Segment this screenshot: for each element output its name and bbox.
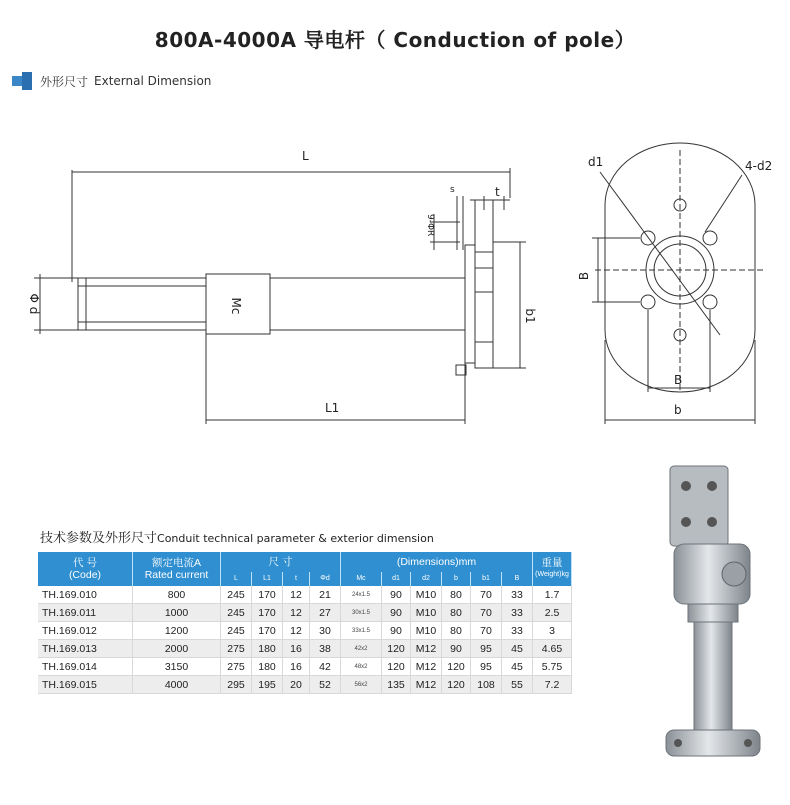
table-cell: 12 xyxy=(283,586,310,604)
leader-d1 xyxy=(600,172,720,335)
table-cell: 95 xyxy=(471,658,502,676)
th-code-en: (Code) xyxy=(68,569,102,581)
table-title xyxy=(40,527,434,546)
table-cell: 120 xyxy=(382,658,411,676)
table-cell: 80 xyxy=(442,622,471,640)
cell-code: TH.169.013 xyxy=(38,640,133,658)
table-cell: 170 xyxy=(252,586,283,604)
label-B-side: B xyxy=(577,271,591,281)
th-sub-5: d1 xyxy=(382,572,411,586)
photo-hole-1 xyxy=(681,481,691,491)
label-b1: b1 xyxy=(523,308,537,324)
th-sub-7: b xyxy=(442,572,471,586)
th-weight-cn: 重量 xyxy=(541,557,563,569)
table-cell: 21 xyxy=(310,586,341,604)
table-cell: M12 xyxy=(411,658,442,676)
th-sub-9: B xyxy=(502,572,533,586)
table-cell: 90 xyxy=(442,640,471,658)
label-d1: d1 xyxy=(588,155,604,169)
table-cell: 70 xyxy=(471,586,502,604)
table-cell: 2000 xyxy=(133,640,221,658)
table-cell: 245 xyxy=(221,604,252,622)
table-cell: 56x2 xyxy=(341,676,382,694)
flange-plate xyxy=(465,245,475,363)
th-dim-cn: 尺 寸 xyxy=(221,552,341,572)
photo-bolt xyxy=(722,562,746,586)
photo-hole-3 xyxy=(681,517,691,527)
table-cell: 120 xyxy=(382,640,411,658)
table-cell: 90 xyxy=(382,586,411,604)
table-cell: 45 xyxy=(502,658,533,676)
table-cell: 52 xyxy=(310,676,341,694)
product-photo xyxy=(648,462,778,792)
flange-hole-2 xyxy=(703,231,717,245)
th-code xyxy=(38,552,133,586)
table-cell: 4.65 xyxy=(533,640,572,658)
table-cell: 33 xyxy=(502,604,533,622)
table-cell: 16 xyxy=(283,640,310,658)
table-row xyxy=(38,586,572,604)
th-current-en: Rated current xyxy=(144,569,209,581)
photo-hole-2 xyxy=(707,481,717,491)
table-cell: 70 xyxy=(471,604,502,622)
table-cell: 275 xyxy=(221,640,252,658)
cell-code: TH.169.010 xyxy=(38,586,133,604)
section-label-cn: 外形尺寸 xyxy=(40,74,89,89)
cell-code: TH.169.014 xyxy=(38,658,133,676)
table-cell: 135 xyxy=(382,676,411,694)
table-cell: M12 xyxy=(411,640,442,658)
label-s: s xyxy=(450,185,455,195)
table-cell: 295 xyxy=(221,676,252,694)
table-cell: 120 xyxy=(442,676,471,694)
table-cell: 38 xyxy=(310,640,341,658)
th-weight xyxy=(533,552,572,586)
table-cell: 4000 xyxy=(133,676,221,694)
table-cell: 55 xyxy=(502,676,533,694)
flange-hole-3 xyxy=(641,295,655,309)
table-cell: 30 xyxy=(310,622,341,640)
label-L1: L1 xyxy=(325,401,340,415)
table-cell: 245 xyxy=(221,586,252,604)
cell-code: TH.169.011 xyxy=(38,604,133,622)
photo-base-hole-2 xyxy=(744,739,752,747)
cell-code: TH.169.012 xyxy=(38,622,133,640)
table-cell: 245 xyxy=(221,622,252,640)
th-sub-3: Φd xyxy=(310,572,341,586)
th-sub-8: b1 xyxy=(471,572,502,586)
table-cell: 33 xyxy=(502,622,533,640)
table-cell: 7.2 xyxy=(533,676,572,694)
table-cell: 70 xyxy=(471,622,502,640)
flange-hole-4 xyxy=(703,295,717,309)
spec-table xyxy=(38,552,572,694)
table-cell: 170 xyxy=(252,604,283,622)
label-Mc: Mc xyxy=(229,297,243,315)
table-cell: 80 xyxy=(442,604,471,622)
table-cell: 27 xyxy=(310,604,341,622)
table-cell: 275 xyxy=(221,658,252,676)
table-row xyxy=(38,676,572,694)
table-cell: 170 xyxy=(252,622,283,640)
table-cell: 12 xyxy=(283,622,310,640)
table-cell: 90 xyxy=(382,622,411,640)
table-row xyxy=(38,658,572,676)
table-cell: M10 xyxy=(411,604,442,622)
th-current-cn: 额定电流A xyxy=(151,557,201,569)
table-cell: 1200 xyxy=(133,622,221,640)
table-cell: 45 xyxy=(502,640,533,658)
table-cell: 180 xyxy=(252,640,283,658)
th-sub-0: L xyxy=(221,572,252,586)
table-cell: M12 xyxy=(411,676,442,694)
table-title-en: Conduit technical parameter & exterior dimension xyxy=(157,532,434,545)
label-phi-R: 9-ΦR xyxy=(425,214,435,237)
table-cell: 120 xyxy=(442,658,471,676)
label-B-bottom: B xyxy=(674,373,683,387)
table-row xyxy=(38,622,572,640)
leader-d2 xyxy=(705,175,742,232)
table-cell: M10 xyxy=(411,622,442,640)
label-t: t xyxy=(495,185,500,199)
table-cell: 95 xyxy=(471,640,502,658)
th-sub-2: t xyxy=(283,572,310,586)
photo-blade xyxy=(670,466,728,546)
table-cell: 3150 xyxy=(133,658,221,676)
table-cell: 42 xyxy=(310,658,341,676)
table-cell: 108 xyxy=(471,676,502,694)
table-cell: 180 xyxy=(252,658,283,676)
table-cell: 195 xyxy=(252,676,283,694)
section-label-en: External Dimension xyxy=(94,74,212,88)
photo-shaft xyxy=(694,622,732,732)
table-cell: 90 xyxy=(382,604,411,622)
label-b: b xyxy=(674,403,682,417)
table-cell: 33x1.5 xyxy=(341,622,382,640)
table-cell: 3 xyxy=(533,622,572,640)
table-cell: 80 xyxy=(442,586,471,604)
th-current xyxy=(133,552,221,586)
label-4-d2: 4-d2 xyxy=(745,159,773,173)
cell-code: TH.169.015 xyxy=(38,676,133,694)
shaft-body-2 xyxy=(270,278,465,330)
label-phi-d: Φ d xyxy=(27,293,41,315)
table-cell: 20 xyxy=(283,676,310,694)
table-cell: 24x1.5 xyxy=(341,586,382,604)
th-weight-en: (Weight)kg xyxy=(535,571,569,578)
th-sub-6: d2 xyxy=(411,572,442,586)
table-cell: 30x1.5 xyxy=(341,604,382,622)
photo-nut xyxy=(688,604,738,622)
table-cell: 42x2 xyxy=(341,640,382,658)
table-cell: 1000 xyxy=(133,604,221,622)
flange-blade xyxy=(475,200,493,368)
table-cell: 2.5 xyxy=(533,604,572,622)
table-row xyxy=(38,604,572,622)
page-title: 800A-4000A 导电杆（ Conduction of pole） xyxy=(154,28,636,52)
table-cell: 48x2 xyxy=(341,658,382,676)
th-code-cn: 代 号 xyxy=(73,557,97,569)
th-sub-4: Mc xyxy=(341,572,382,586)
table-cell: 1.7 xyxy=(533,586,572,604)
table-cell: 800 xyxy=(133,586,221,604)
table-cell: 5.75 xyxy=(533,658,572,676)
photo-base-hole-1 xyxy=(674,739,682,747)
th-dim-en: (Dimensions)mm xyxy=(341,552,533,572)
table-row xyxy=(38,640,572,658)
photo-hole-4 xyxy=(707,517,717,527)
table-cell: 33 xyxy=(502,586,533,604)
table-title-cn: 技术参数及外形尺寸 xyxy=(40,531,158,546)
label-L: L xyxy=(302,149,309,163)
table-cell: 16 xyxy=(283,658,310,676)
th-sub-1: L1 xyxy=(252,572,283,586)
table-cell: 12 xyxy=(283,604,310,622)
table-cell: M10 xyxy=(411,586,442,604)
